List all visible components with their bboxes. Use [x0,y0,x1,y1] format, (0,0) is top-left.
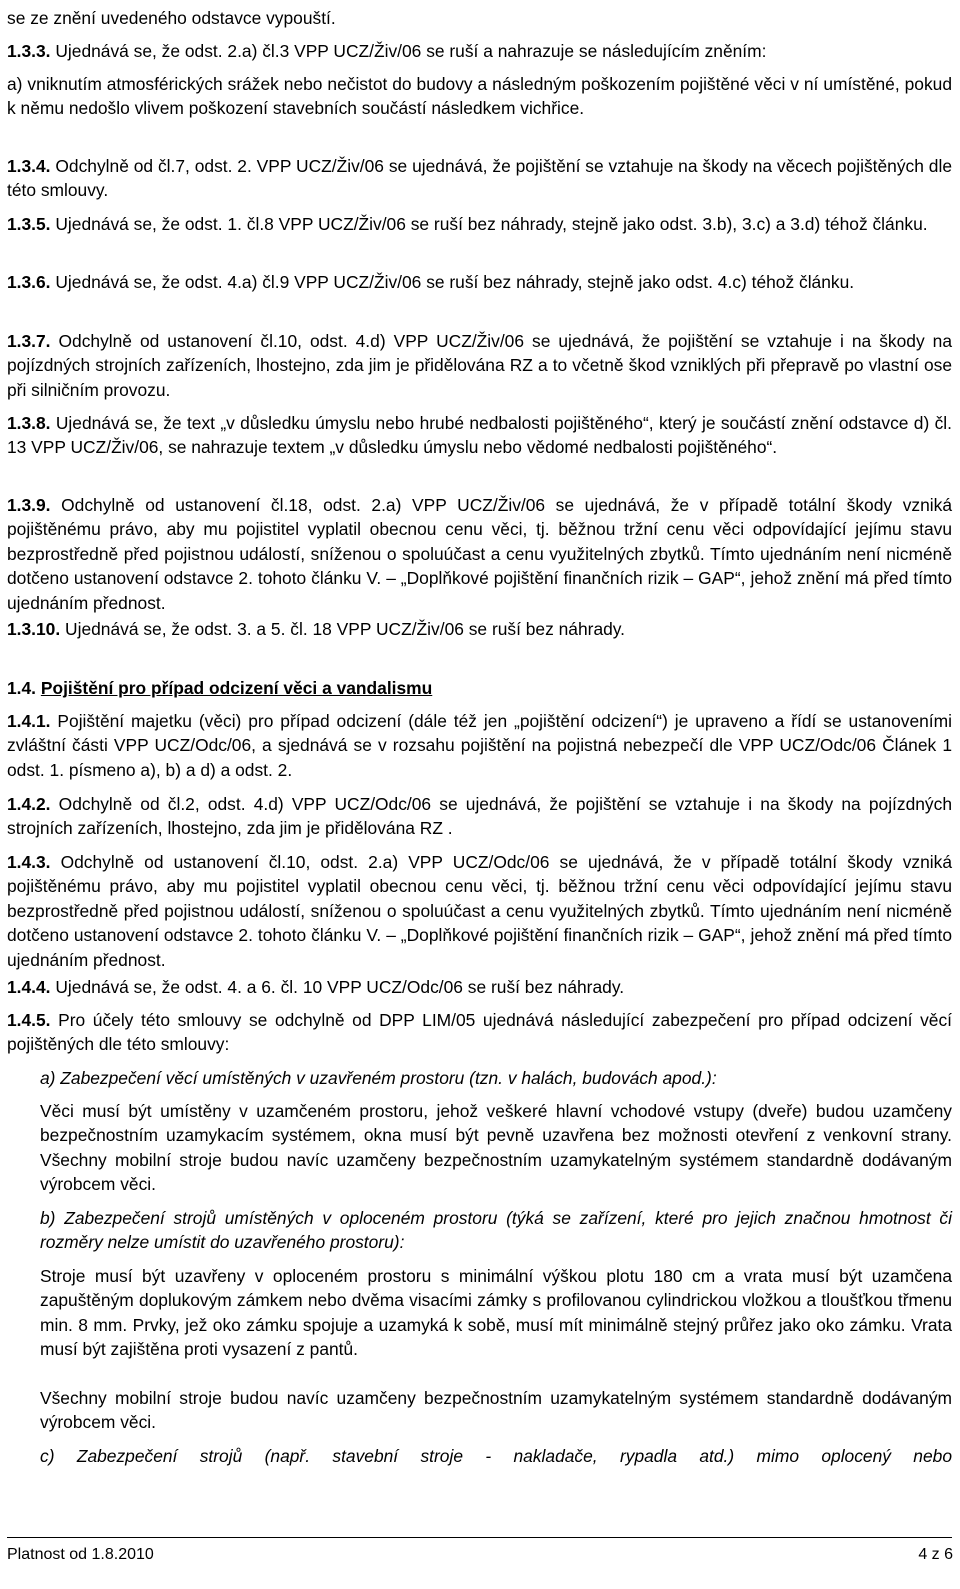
paragraph-1-3-8 [7,411,952,460]
paragraph-1-3-7 [7,329,952,402]
paragraph-text: Ujednává se, že odst. 3. a 5. čl. 18 VPP UCZ/Živ/06 se ruší bez náhrady. [60,619,626,639]
section-heading-1-4 [7,676,952,700]
paragraph-text: Ujednává se, že odst. 4. a 6. čl. 10 VPP UCZ/Odc/06 se ruší bez náhrady. [50,977,625,997]
paragraph-1-3-5 [7,212,952,236]
section-title: Pojištění pro případ odcizení věci a vandalismu [40,678,433,698]
paragraph-text: Odchylně od ustanovení čl.10, odst. 4.d) VPP UCZ/Živ/06 se ujednává, že pojištění se vztahuje i na škody na pojízdných strojních zařízeních, lhostejno, zda jim je přidělována RZ a to včetně škod vzniklých při přepravě po vlastní ose při silničním provozu. [7,331,952,400]
section-number: 1.3.8. [7,413,51,433]
section-number: 1.4.3. [7,852,51,872]
section-number: 1.4.1. [7,711,51,731]
section-number: 1.4.2. [7,794,51,814]
paragraph-text: Odchylně od ustanovení čl.10, odst. 2.a) VPP UCZ/Odc/06 se ujednává, že v případě totální škody vzniká pojištěnému právo, aby mu pojistitel vyplatil obecnou cenu věci, tj. běžnou tržní cenu věci odpovídající jejímu stavu bezprostředně před pojistnou událostí, sníženou o spoluúčast a cenu využitelných zbytků. Tímto ujednáním není nicméně dotčeno ustanovení odstavce 2. tohoto článku V. – „Doplňkové pojištění finančních rizik – GAP“, jehož znění má před tímto ujednáním přednost. [7,852,952,970]
section-number: 1.3.3. [7,41,51,61]
paragraph-text: Odchylně od čl.2, odst. 4.d) VPP UCZ/Odc/06 se ujednává, že pojištění se vztahuje i na škody na pojízdných strojních zařízeních, lhostejno, zda jim je přidělována RZ . [7,794,952,839]
paragraph-text: se ze znění uvedeného odstavce vypouští. [7,8,336,28]
section-number: 1.3.5. [7,214,51,234]
paragraph-text: Ujednává se, že text „v důsledku úmyslu nebo hrubé nedbalosti pojištěného“, který je součástí znění odstavce d) čl. 13 VPP UCZ/Živ/06, se nahrazuje textem „v důsledku úmyslu nebo vědomé nedbalosti pojištěného“. [7,413,952,458]
section-number: 1.3.9. [7,495,51,515]
paragraph-text: Pro účely této smlouvy se odchylně od DPP LIM/05 ujednává následující zabezpečení pro případ odcizení věcí pojištěných dle této smlouvy: [7,1010,952,1055]
footer-page-number: 4 z 6 [918,1546,953,1563]
section-number: 1.4.4. [7,977,51,997]
footer-divider [7,1537,952,1538]
section-number: 1.3.4. [7,156,51,176]
paragraph-1-4-3 [7,850,952,972]
subsection-title: c) Zabezpečení strojů (např. stavební stroje - nakladače, rypadla atd.) mimo oplocený nebo [40,1446,952,1466]
security-b-text-2 [40,1386,952,1435]
paragraph-text: Ujednává se, že odst. 4.a) čl.9 VPP UCZ/Živ/06 se ruší bez náhrady, stejně jako odst. 4.c) téhož článku. [50,272,855,292]
security-b-title [40,1206,952,1255]
security-b-text [40,1264,952,1362]
section-number: 1.3.7. [7,331,51,351]
paragraph-1-4-1 [7,709,952,782]
paragraph-1-4-2 [7,792,952,841]
subsection-title: a) Zabezpečení věcí umístěných v uzavřeném prostoru (tzn. v halách, budovách apod.): [40,1068,717,1088]
security-c-title [40,1444,952,1468]
security-a-text [40,1099,952,1197]
paragraph-text: Ujednává se, že odst. 1. čl.8 VPP UCZ/Živ/06 se ruší bez náhrady, stejně jako odst. 3.b), 3.c) a 3.d) téhož článku. [50,214,928,234]
paragraph-text: Pojištění majetku (věci) pro případ odcizení (dále též jen „pojištění odcizení“) je upraveno a řídí se ustanoveními zvláštní části VPP UCZ/Odc/06, a sjednává se v rozsahu pojištění na pojistná nebezpečí dle VPP UCZ/Odc/06 Článek 1 odst. 1. písmeno a), b) a d) a odst. 2. [7,711,952,780]
section-number: 1.3.6. [7,272,51,292]
paragraph-1-3-9 [7,493,952,615]
subsection-title: b) Zabezpečení strojů umístěných v oploceném prostoru (týká se zařízení, které pro jejich značnou hmotnost či rozměry nelze umístit do uzavřeného prostoru): [40,1208,952,1253]
paragraph-text: Odchylně od ustanovení čl.18, odst. 2.a) VPP UCZ/Živ/06 se ujednává, že v případě totální škody vzniká pojištěnému právo, aby mu pojistitel vyplatil obecnou cenu věci, tj. běžnou tržní cenu věci odpovídající jejímu stavu bezprostředně před pojistnou událostí, sníženou o spoluúčast a cenu využitelných zbytků. Tímto ujednáním není nicméně dotčeno ustanovení odstavce 2. tohoto článku V. – „Doplňkové pojištění finančních rizik – GAP“, jehož znění má před tímto ujednáním přednost. [7,495,952,613]
paragraph-continuation [7,6,952,30]
paragraph-1-3-10 [7,617,952,641]
paragraph-1-3-4 [7,154,952,203]
footer-validity: Platnost od 1.8.2010 [7,1546,154,1563]
paragraph-1-3-3 [7,39,952,63]
paragraph-1-4-4 [7,975,952,999]
security-a-title [40,1066,952,1090]
paragraph-text: Věci musí být umístěny v uzamčeném prostoru, jehož veškeré hlavní vchodové vstupy (dveře) budou uzamčeny bezpečnostním uzamykacím systémem, okna musí být pevně uzavřena bez možnosti otevření z venkovní strany. Všechny mobilní stroje budou navíc uzamčeny bezpečnostním uzamykatelným systémem standardně dodávaným výrobcem věci. [40,1101,952,1195]
paragraph-text: Odchylně od čl.7, odst. 2. VPP UCZ/Živ/06 se ujednává, že pojištění se vztahuje na škody na věcech pojištěných dle této smlouvy. [7,156,952,201]
section-number: 1.4. [7,678,37,698]
paragraph-1-3-3-a [7,72,952,121]
section-number: 1.3.10. [7,619,61,639]
paragraph-text: Ujednává se, že odst. 2.a) čl.3 VPP UCZ/Živ/06 se ruší a nahrazuje se následujícím zněním: [50,41,767,61]
paragraph-text: Všechny mobilní stroje budou navíc uzamčeny bezpečnostním uzamykatelným systémem standardně dodávaným výrobcem věci. [40,1388,952,1433]
paragraph-text: a) vniknutím atmosférických srážek nebo nečistot do budovy a následným poškozením pojištěné věci v ní umístěné, pokud k němu nedošlo vlivem poškození stavebních součástí následkem vichřice. [7,74,952,119]
paragraph-1-4-5 [7,1008,952,1057]
section-number: 1.4.5. [7,1010,51,1030]
paragraph-text: Stroje musí být uzavřeny v oploceném prostoru s minimální výškou plotu 180 cm a vrata musí být uzamčena zapuštěným doplukovým zámkem nebo dvěma visacími zámky s profilovanou cylindrickou vložkou a tloušťkou třmenu min. 8 mm. Prvky, jež oko zámku spojuje a uzamyká k sobě, musí mít minimálně stejný průřez jako oko zámku. Vrata musí být zajištěna proti vysazení z pantů. [40,1266,952,1360]
paragraph-1-3-6 [7,270,952,294]
